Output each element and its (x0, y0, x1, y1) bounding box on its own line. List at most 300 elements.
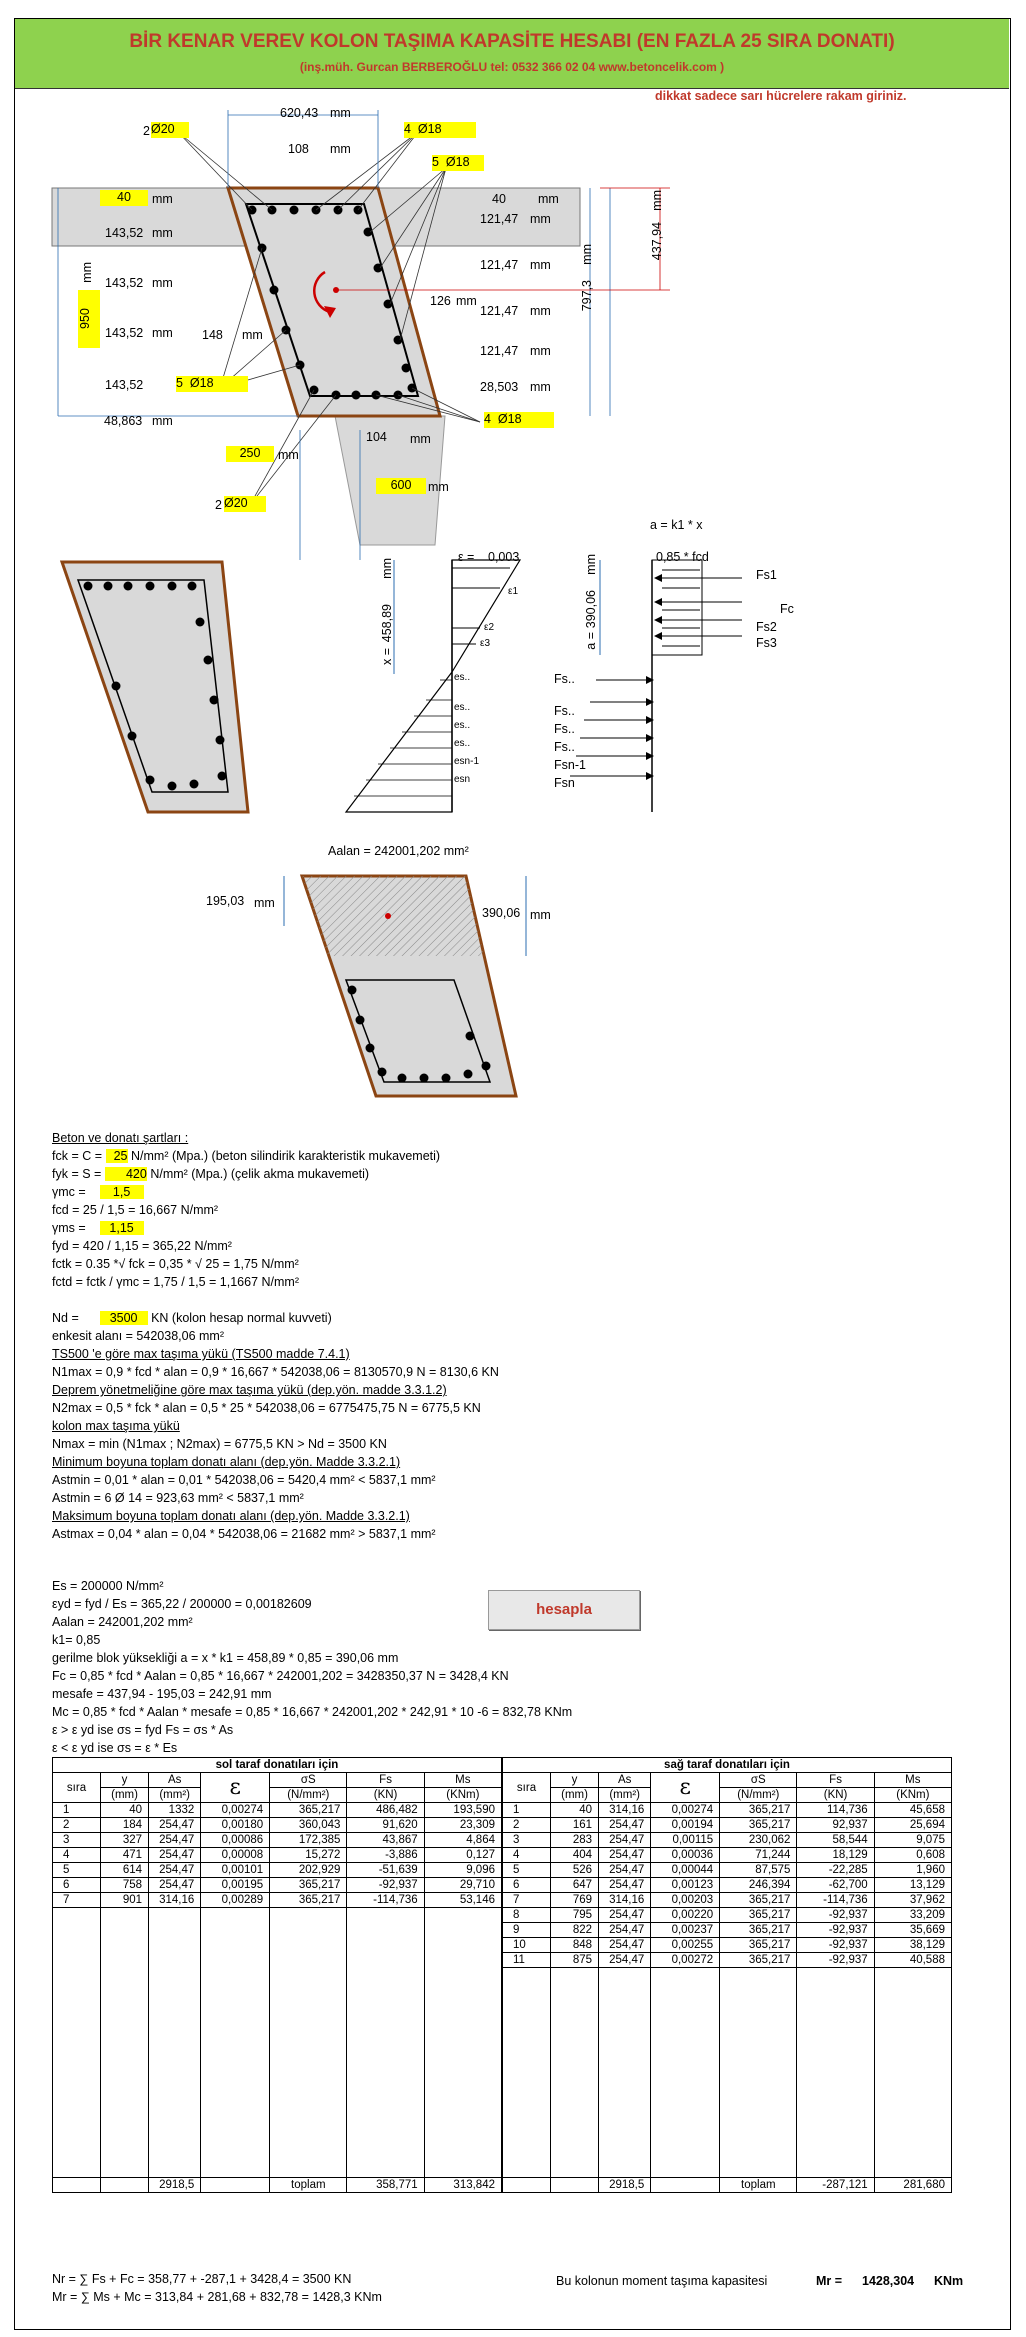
table-cell (503, 1968, 551, 1983)
table-cell (599, 2163, 651, 2178)
table-cell (149, 2133, 201, 2148)
fc-label: Fc (780, 602, 794, 616)
table-cell: 5 (503, 1863, 551, 1878)
table-cell (101, 2028, 149, 2043)
unit-mm: mm (650, 190, 664, 211)
table-cell: 404 (551, 1848, 599, 1863)
table-cell (720, 2133, 797, 2148)
tension-strain (346, 672, 452, 812)
table-cell (424, 2163, 501, 2178)
table-cell (149, 1998, 201, 2013)
unit-mm: mm (580, 244, 594, 265)
fs-1: Fs.. (554, 672, 575, 686)
table-cell (101, 1968, 149, 1983)
left-rebar-table (52, 1757, 502, 2193)
table-cell (797, 2013, 874, 2028)
ts500-heading: TS500 'e göre max taşıma yükü (TS500 madde 7.4.1) (52, 1347, 350, 1361)
es-2: es.. (454, 702, 471, 713)
aalan-line: Aalan = 242001,202 mm² (52, 1615, 193, 1629)
table-cell (53, 2058, 101, 2073)
table-cell: 43,867 (347, 1833, 424, 1848)
top-width-value: 620,43 (280, 106, 319, 120)
table-cell (503, 2058, 551, 2073)
unit-mm: mm (538, 192, 559, 206)
unit-mm: mm (80, 262, 94, 283)
table-cell (424, 1923, 501, 1938)
fs-2: Fs.. (554, 704, 575, 718)
fyk-input[interactable]: 420 (105, 1167, 147, 1181)
table-cell (53, 2013, 101, 2028)
table-cell: 314,16 (599, 1893, 651, 1908)
table-row (503, 2148, 952, 2163)
bar-dia-18: Ø18 (189, 376, 214, 390)
compression-area-drawing (0, 840, 1026, 1120)
table-cell (53, 1938, 101, 1953)
table-cell (201, 1908, 270, 1923)
table-cell: 365,217 (270, 1803, 347, 1818)
table-cell: 58,544 (797, 1833, 874, 1848)
table-cell: 4 (503, 1848, 551, 1863)
table-cell (599, 1968, 651, 1983)
fs2-label: Fs2 (756, 620, 777, 634)
es-1: es.. (454, 672, 471, 683)
table-cell (720, 1998, 797, 2013)
col-y: y (551, 1773, 599, 1788)
table-cell (149, 2028, 201, 2043)
table-cell (149, 2043, 201, 2058)
table-cell (201, 2163, 270, 2178)
table-cell (720, 2028, 797, 2043)
table-cell (424, 2073, 501, 2088)
table-row (53, 1893, 502, 1908)
table-cell (347, 1908, 424, 1923)
table-cell (503, 2118, 551, 2133)
wall-width-input[interactable]: 250 (226, 446, 274, 462)
table-cell: 10 (503, 1938, 551, 1953)
table-row (503, 2073, 952, 2088)
dim-390: 390,06 (482, 906, 521, 920)
table-cell (270, 2163, 347, 2178)
unit-mm: (mm) (101, 1788, 149, 1803)
table-cell: 365,217 (720, 1803, 797, 1818)
table-cell (347, 2073, 424, 2088)
bar-count-4: 4 (404, 122, 411, 136)
table-cell: 2 (503, 1818, 551, 1833)
table-cell (201, 2148, 270, 2163)
table-cell: 25,694 (874, 1818, 951, 1833)
table-cell: 92,937 (797, 1818, 874, 1833)
unit-mm: mm (330, 106, 351, 120)
k1-line: k1= 0,85 (52, 1633, 101, 1647)
table-row (53, 1908, 502, 1923)
fyk-label: fyk = S = (52, 1167, 102, 1181)
fs3-label: Fs3 (756, 636, 777, 650)
table-cell (599, 2043, 651, 2058)
table-cell: 647 (551, 1878, 599, 1893)
eyd-line: εyd = fyd / Es = 365,22 / 200000 = 0,00182609 (52, 1597, 312, 1611)
dim-148: 148 (202, 328, 223, 342)
table-cell (270, 1938, 347, 1953)
table-cell (270, 2058, 347, 2073)
table-row (53, 1998, 502, 2013)
cover-right-value: 40 (492, 192, 506, 206)
table-cell: 87,575 (720, 1863, 797, 1878)
table-row (53, 1968, 502, 1983)
unit-mm: mm (530, 212, 551, 226)
table-cell (503, 1983, 551, 1998)
table-cell (53, 2163, 101, 2178)
table-cell (720, 2148, 797, 2163)
right-total-ms: 281,680 (874, 2178, 951, 2193)
top-right-bar-input[interactable] (404, 122, 476, 138)
table-cell (874, 2028, 951, 2043)
table-cell (797, 2118, 874, 2133)
col-fs: Fs (347, 1773, 424, 1788)
table-cell (551, 2043, 599, 2058)
table-cell: 254,47 (599, 1848, 651, 1863)
left-spacing-3: 143,52 (105, 326, 144, 340)
mr-value: 1428,304 (862, 2274, 915, 2288)
table-cell: 254,47 (599, 1818, 651, 1833)
table-cell: 795 (551, 1908, 599, 1923)
table-row (503, 1863, 952, 1878)
table-cell: -3,886 (347, 1848, 424, 1863)
table-cell: 2 (53, 1818, 101, 1833)
unit-mm: mm (428, 480, 449, 494)
table-cell: 38,129 (874, 1938, 951, 1953)
table-cell (797, 1983, 874, 1998)
bottom-bar-dia[interactable]: Ø20 (224, 496, 266, 512)
table-cell (270, 1983, 347, 1998)
esn: esn (454, 774, 471, 785)
table-cell (149, 2058, 201, 2073)
unit-mm: mm (530, 304, 551, 318)
table-cell (270, 1923, 347, 1938)
table-cell (874, 2043, 951, 2058)
table-row (53, 1878, 502, 1893)
table-cell (424, 2103, 501, 2118)
mr-unit: KNm (934, 2274, 964, 2288)
a-label: a = (584, 632, 598, 650)
table-cell (651, 2073, 720, 2088)
table-row (503, 1893, 952, 1908)
table-cell: 365,217 (720, 1923, 797, 1938)
gmc-input[interactable]: 1,5 (100, 1185, 144, 1199)
wall-length-input[interactable]: 600 (376, 478, 426, 494)
bar-count-5: 5 (176, 376, 183, 390)
left-spacing-4: 143,52 (105, 378, 144, 392)
table-row (53, 1818, 502, 1833)
table-cell: 365,217 (720, 1938, 797, 1953)
top-left-bar-dia[interactable]: Ø20 (151, 122, 189, 138)
table-cell: 0,00272 (651, 1953, 720, 1968)
bottom-right-bar-input[interactable] (484, 412, 554, 428)
table-cell (651, 2058, 720, 2073)
table-cell (347, 2163, 424, 2178)
table-cell (651, 2133, 720, 2148)
cover-left-input[interactable]: 40 (100, 190, 148, 206)
table-row (503, 1878, 952, 1893)
table-cell (551, 2073, 599, 2088)
table-cell: 254,47 (149, 1848, 201, 1863)
table-cell (551, 2013, 599, 2028)
table-cell (53, 1953, 101, 1968)
table-row (503, 2013, 952, 2028)
unit-mm: mm (530, 258, 551, 272)
table-cell (424, 1953, 501, 1968)
strain-stress-diagram (0, 540, 1026, 840)
table-cell: 0,00237 (651, 1923, 720, 1938)
table-cell (874, 2058, 951, 2073)
table-cell: 0,00289 (201, 1893, 270, 1908)
left-spacing-2: 143,52 (105, 276, 144, 290)
table-cell (651, 2163, 720, 2178)
table-cell: 254,47 (149, 1863, 201, 1878)
fctd-line: fctd = fctk / γmc = 1,75 / 1,5 = 1,1667 N/mm² (52, 1275, 299, 1289)
total-empty (651, 2178, 720, 2193)
table-cell (797, 2043, 874, 2058)
table-cell (874, 2013, 951, 2028)
dim-126: 126 (430, 294, 451, 308)
table-cell: 7 (503, 1893, 551, 1908)
max-heading: Maksimum boyuna toplam donatı alanı (dep.yön. Madde 3.3.2.1) (52, 1509, 410, 1523)
col-as: As (599, 1773, 651, 1788)
left-total-fs: 358,771 (347, 2178, 424, 2193)
unit-mm: mm (152, 326, 173, 340)
table-cell: 230,062 (720, 1833, 797, 1848)
table-cell (797, 1998, 874, 2013)
table-cell: 254,47 (599, 1833, 651, 1848)
fck-unit: N/mm² (Mpa.) (beton silindirik karakteristik mukavemeti) (131, 1149, 441, 1163)
esn1: esn-1 (454, 756, 480, 767)
table-cell (424, 2013, 501, 2028)
table-cell (503, 1998, 551, 2013)
table-cell (149, 1923, 201, 1938)
table-cell (270, 2103, 347, 2118)
astmax-line: Astmax = 0,04 * alan = 0,04 * 542038,06 = 21682 mm² > 5837,1 mm² (52, 1527, 436, 1541)
table-cell (424, 1968, 501, 1983)
nd-input[interactable]: 3500 (100, 1311, 148, 1325)
compression-strain (452, 560, 520, 672)
table-cell: 254,47 (599, 1863, 651, 1878)
table-cell (270, 1998, 347, 2013)
table-row (503, 1983, 952, 1998)
table-cell (551, 2118, 599, 2133)
table-cell: 4,864 (424, 1833, 501, 1848)
table-cell: 9 (503, 1923, 551, 1938)
left-bar-input[interactable] (176, 376, 248, 392)
table-cell: 758 (101, 1878, 149, 1893)
nd-row (52, 1311, 332, 1325)
col-fs: Fs (797, 1773, 874, 1788)
table-cell (797, 2103, 874, 2118)
table-cell (503, 2073, 551, 2088)
table-cell (53, 2103, 101, 2118)
table-cell: 40,588 (874, 1953, 951, 1968)
unit-mm2: mm² (443, 844, 469, 858)
unit-mm: mm (152, 192, 173, 206)
table-cell: 254,47 (599, 1938, 651, 1953)
table-cell: 254,47 (149, 1818, 201, 1833)
table-cell: 3 (503, 1833, 551, 1848)
table-cell: 161 (551, 1818, 599, 1833)
table-cell (720, 2073, 797, 2088)
table-cell: 0,00274 (201, 1803, 270, 1818)
gmc-label: γmc = (52, 1185, 86, 1199)
table-cell (347, 2103, 424, 2118)
min-heading: Minimum boyuna toplam donatı alanı (dep.yön. Madde 3.3.2.1) (52, 1455, 401, 1469)
table-cell (270, 2118, 347, 2133)
right-total-fs: -287,121 (797, 2178, 874, 2193)
gms-input[interactable]: 1,15 (100, 1221, 144, 1235)
total-empty (551, 2178, 599, 2193)
astmin1-line: Astmin = 0,01 * alan = 0,01 * 542038,06 = 5420,4 mm² < 5837,1 mm² (52, 1473, 436, 1487)
col-sira: sıra (503, 1773, 551, 1803)
eps-1: ε1 (508, 586, 519, 597)
es-line: Es = 200000 N/mm² (52, 1579, 164, 1593)
height-950-input[interactable]: 950 (78, 290, 100, 348)
table-cell (270, 1953, 347, 1968)
unit-mm: (mm) (551, 1788, 599, 1803)
table-cell (651, 2043, 720, 2058)
table-row (53, 1863, 502, 1878)
table-cell (874, 2163, 951, 2178)
fck-label: fck = C = (52, 1149, 103, 1163)
input-warning: dikkat sadece sarı hücrelere rakam giriniz. (655, 89, 907, 103)
table-cell (797, 2028, 874, 2043)
table-cell: 0,00274 (651, 1803, 720, 1818)
table-cell (347, 1983, 424, 1998)
table-cell (874, 2073, 951, 2088)
table-cell (101, 2133, 149, 2148)
unit-mm: mm (584, 554, 598, 575)
table-row (503, 2058, 952, 2073)
table-cell: 1 (503, 1803, 551, 1818)
right-table-title: sağ taraf donatıları için (503, 1758, 952, 1773)
table-cell (503, 2013, 551, 2028)
table-cell: 71,244 (720, 1848, 797, 1863)
col-eps: ε (651, 1773, 720, 1803)
table-cell (503, 2148, 551, 2163)
table-cell: 365,217 (720, 1818, 797, 1833)
table-cell (720, 2013, 797, 2028)
left-total-label: toplam (270, 2178, 347, 2193)
table-row (503, 1938, 952, 1953)
table-cell: 254,47 (149, 1878, 201, 1893)
table-row (53, 2028, 502, 2043)
table-cell: 283 (551, 1833, 599, 1848)
table-cell: 314,16 (149, 1893, 201, 1908)
gms-label: γms = (52, 1221, 86, 1235)
table-cell (503, 2103, 551, 2118)
table-cell: 37,962 (874, 1893, 951, 1908)
fs1-label: Fs1 (756, 568, 777, 582)
table-cell: -51,639 (347, 1863, 424, 1878)
table-cell (201, 2103, 270, 2118)
table-cell (270, 2133, 347, 2148)
table-cell: 769 (551, 1893, 599, 1908)
table-cell (797, 2148, 874, 2163)
table-cell (149, 1908, 201, 1923)
table-cell (651, 2013, 720, 2028)
fck-input[interactable]: 25 (106, 1149, 128, 1163)
fctk-line: fctk = 0.35 *√ fck = 0,35 * √ 25 = 1,75 N/mm² (52, 1257, 299, 1271)
table-cell (270, 2028, 347, 2043)
table-cell (101, 2163, 149, 2178)
table-cell: 7 (53, 1893, 101, 1908)
table-cell (424, 2118, 501, 2133)
fck-row (52, 1149, 440, 1163)
table-cell (201, 2013, 270, 2028)
right-bar-input[interactable] (432, 155, 484, 171)
table-cell (551, 2103, 599, 2118)
hesapla-button[interactable]: hesapla (488, 1590, 640, 1630)
col-y: y (101, 1773, 149, 1788)
unit-mm: mm (254, 896, 275, 910)
dim-108: 108 (288, 142, 309, 156)
table-row (53, 1938, 502, 1953)
table-cell (347, 1923, 424, 1938)
table-cell (101, 1998, 149, 2013)
table-cell (347, 2133, 424, 2148)
table-cell (201, 1998, 270, 2013)
table-cell (101, 2043, 149, 2058)
table-cell: 486,482 (347, 1803, 424, 1818)
table-cell: 114,736 (797, 1803, 874, 1818)
table-cell (874, 1968, 951, 1983)
table-cell: 3 (53, 1833, 101, 1848)
right-spacing-2: 121,47 (480, 258, 519, 272)
table-cell (201, 1983, 270, 1998)
table-cell (101, 1983, 149, 1998)
table-cell: 314,16 (599, 1803, 651, 1818)
table-row (503, 2118, 952, 2133)
table-cell: 0,00036 (651, 1848, 720, 1863)
table-cell: 18,129 (797, 1848, 874, 1863)
table-cell: 202,929 (270, 1863, 347, 1878)
table-cell: 0,00101 (201, 1863, 270, 1878)
col-sigma: σS (270, 1773, 347, 1788)
table-row (503, 2043, 952, 2058)
table-cell: 0,00195 (201, 1878, 270, 1893)
unit-knm: (KNm) (424, 1788, 501, 1803)
table-cell (874, 1998, 951, 2013)
table-cell (599, 2073, 651, 2088)
kolon-heading: kolon max taşıma yükü (52, 1419, 180, 1433)
col-sigma: σS (720, 1773, 797, 1788)
table-cell (201, 2118, 270, 2133)
table-row (503, 2133, 952, 2148)
table-cell (201, 2088, 270, 2103)
dim-797: 797,3 (580, 280, 594, 312)
mc-line: Mc = 0,85 * fcd * Aalan * mesafe = 0,85 * 16,667 * 242001,202 * 242,91 * 10 -6 = 832,78 KNm (52, 1705, 573, 1719)
table-cell: 254,47 (599, 1923, 651, 1938)
table-cell: 4 (53, 1848, 101, 1863)
table-cell (503, 2133, 551, 2148)
table-cell (53, 2028, 101, 2043)
table-cell: 29,710 (424, 1878, 501, 1893)
nd-unit: KN (kolon hesap normal kuvveti) (151, 1311, 332, 1325)
table-cell (424, 2133, 501, 2148)
table-cell: 33,209 (874, 1908, 951, 1923)
table-cell: 0,00203 (651, 1893, 720, 1908)
a-value: 390,06 (584, 590, 598, 629)
table-row (503, 1848, 952, 1863)
table-cell (599, 2103, 651, 2118)
table-cell (53, 2043, 101, 2058)
unit-mm: mm (152, 276, 173, 290)
table-cell (101, 2073, 149, 2088)
